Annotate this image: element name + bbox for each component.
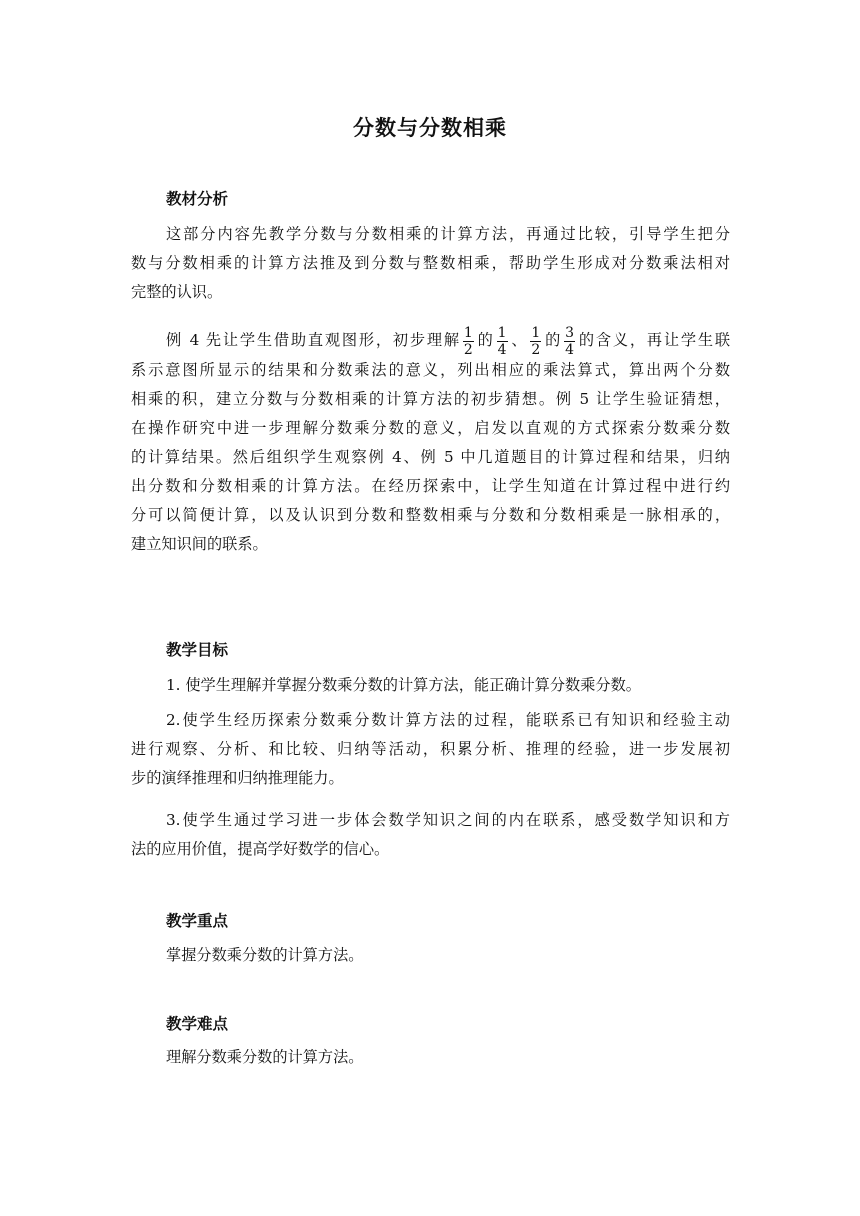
fraction-denominator: 4 [565,341,575,358]
goal-item-2 [131,706,730,793]
text-line: 步的演绎推理和归纳推理能力。 [131,769,344,787]
text-line: 建立知识间的联系。 [131,535,268,553]
fraction-numerator: 1 [463,324,473,341]
text-line: 3.使学生通过学习进一步体会数学知识之间的内在联系，感受数学知识和方 [166,811,730,829]
text-run: 的含义，再让学生联 [577,331,731,349]
goal-item-1 [131,671,730,700]
text-line: 相乘的积，建立分数与分数相乘的计算方法的初步猜想。例 5 让学生验证猜想， [131,390,730,408]
text-line: 在操作研究中进一步理解分数乘分数的意义，启发以直观的方式探索分数乘分数 [131,419,730,437]
analysis-paragraph-1 [131,220,730,307]
fraction-denominator: 4 [497,341,507,358]
difficulty-text: 理解分数乘分数的计算方法。 [166,1048,364,1066]
key-points-text: 掌握分数乘分数的计算方法。 [166,946,364,964]
text-line: 法的应用价值，提高学好数学的信心。 [131,840,390,858]
fraction [564,325,575,358]
section-heading-goals: 教学目标 [166,641,229,659]
text-line: 数与分数相乘的计算方法推及到分数与整数相乘，帮助学生形成对分数乘法相对 [131,254,730,272]
text-line: 系示意图所显示的结果和分数乘法的意义，列出相应的乘法算式，算出两个分数 [131,361,730,379]
fraction-denominator: 2 [531,341,541,358]
text-line: 出分数和分数相乘的计算方法。在经历探索中，让学生知道在计算过程中进行约 [131,477,730,495]
text-line: 1. 使学生理解并掌握分数乘分数的计算方法，能正确计算分数乘分数。 [166,676,641,694]
text-line: 2.使学生经历探索分数乘分数计算方法的过程，能联系已有知识和经验主动 [166,711,730,729]
fraction-denominator: 2 [463,341,473,358]
fraction [463,325,474,358]
fraction-numerator: 3 [565,324,575,341]
text-line: 完整的认识。 [131,283,223,301]
text-line: 进行观察、分析、和比较、归纳等活动，积累分析、推理的经验，进一步发展初 [131,740,730,758]
text-line: 的计算结果。然后组织学生观察例 4、例 5 中几道题目的计算过程和结果，归纳 [131,448,730,466]
text-line-with-fractions [131,322,730,358]
page-title: 分数与分数相乘 [353,116,507,140]
text-line: 这部分内容先教学分数与分数相乘的计算方法，再通过比较，引导学生把分 [166,225,730,243]
fraction [530,325,541,358]
text-run: 、 [509,331,529,349]
fraction-numerator: 1 [497,324,507,341]
text-line: 分可以简便计算，以及认识到分数和整数相乘与分数和分数相乘是一脉相承的， [131,506,730,524]
fraction-numerator: 1 [531,324,541,341]
text-run: 的 [543,331,563,349]
text-run: 的 [475,331,495,349]
text-run: 例 4 先让学生借助直观图形，初步理解 [166,331,461,349]
goal-item-3 [131,806,730,864]
section-heading-key-points: 教学重点 [166,912,229,930]
section-heading-difficulty: 教学难点 [166,1015,229,1033]
analysis-paragraph-2 [131,322,730,559]
fraction [497,325,508,358]
section-heading-analysis: 教材分析 [166,190,229,208]
